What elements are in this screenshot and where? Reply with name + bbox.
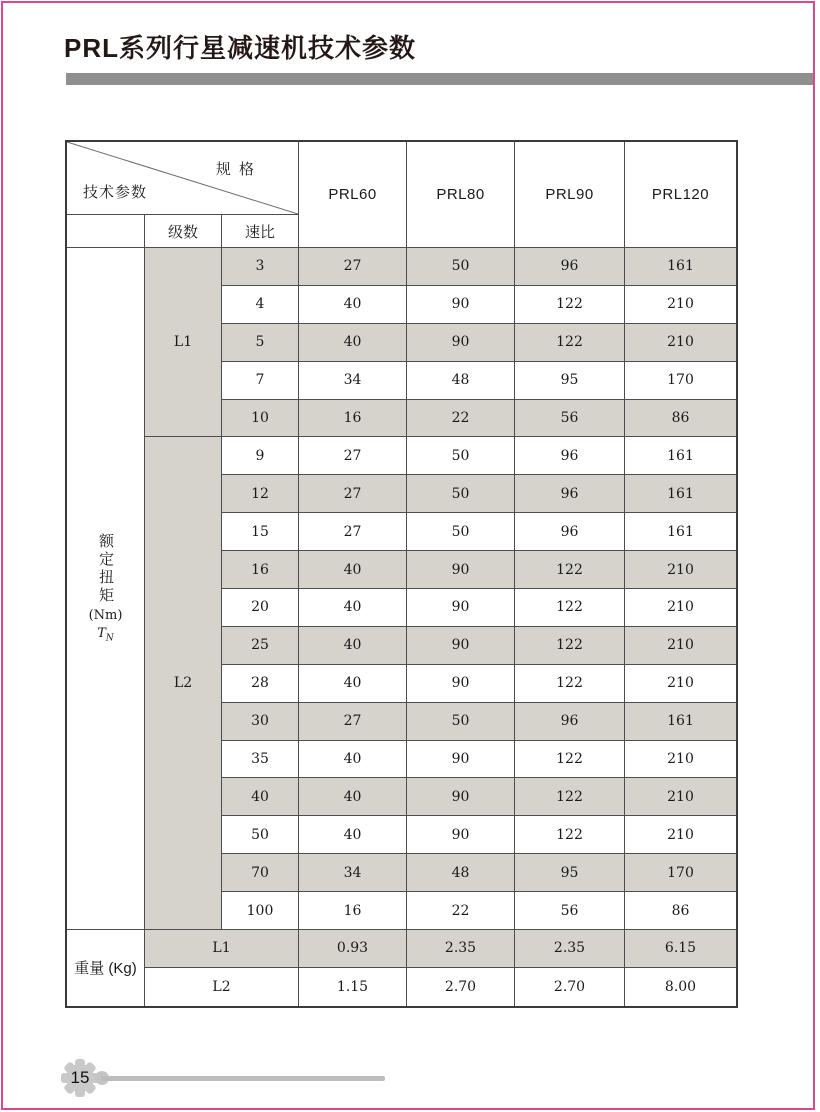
table-corner-cell: [67, 142, 299, 215]
column-header-prl90: PRL90: [515, 142, 625, 248]
rated-torque-symbol: $T_N$: [97, 626, 114, 644]
corner-tech-params-label: 技术参数: [83, 184, 148, 201]
ratio-cell: 15: [222, 513, 299, 551]
torque-value-cell: 210: [625, 324, 736, 362]
ratio-cell: 12: [222, 475, 299, 513]
torque-value-cell: 34: [299, 362, 407, 400]
torque-value-cell: 90: [407, 778, 515, 816]
row-header-rated-torque: [67, 248, 145, 930]
torque-value-cell: 210: [625, 627, 736, 665]
torque-value-cell: 95: [515, 362, 625, 400]
column-header-prl60: PRL60: [299, 142, 407, 248]
torque-value-cell: 16: [299, 892, 407, 930]
torque-value-cell: 161: [625, 475, 736, 513]
torque-value-cell: 122: [515, 778, 625, 816]
column-header-prl80: PRL80: [407, 142, 515, 248]
torque-value-cell: 40: [299, 324, 407, 362]
torque-value-cell: 96: [515, 513, 625, 551]
torque-value-cell: 27: [299, 248, 407, 286]
torque-value-cell: 122: [515, 665, 625, 703]
torque-value-cell: 170: [625, 362, 736, 400]
ratio-cell: 25: [222, 627, 299, 665]
torque-value-cell: 210: [625, 741, 736, 779]
torque-value-cell: 122: [515, 589, 625, 627]
torque-value-cell: 122: [515, 627, 625, 665]
ratio-cell: 30: [222, 703, 299, 741]
torque-value-cell: 50: [407, 703, 515, 741]
subheader-ratio: 速比: [222, 215, 299, 248]
torque-value-cell: 95: [515, 854, 625, 892]
torque-value-cell: 50: [407, 475, 515, 513]
weight-value: 0.93: [299, 930, 407, 968]
weight-value: 2.35: [407, 930, 515, 968]
torque-value-cell: 40: [299, 665, 407, 703]
ratio-cell: 3: [222, 248, 299, 286]
torque-value-cell: 210: [625, 589, 736, 627]
torque-value-cell: 161: [625, 248, 736, 286]
torque-value-cell: 210: [625, 286, 736, 324]
torque-value-cell: 122: [515, 286, 625, 324]
torque-value-cell: 122: [515, 741, 625, 779]
torque-value-cell: 90: [407, 741, 515, 779]
torque-value-cell: 90: [407, 589, 515, 627]
ratio-cell: 7: [222, 362, 299, 400]
torque-value-cell: 48: [407, 362, 515, 400]
ratio-cell: 9: [222, 437, 299, 475]
ratio-cell: 20: [222, 589, 299, 627]
torque-value-cell: 90: [407, 286, 515, 324]
torque-value-cell: 27: [299, 513, 407, 551]
torque-value-cell: 90: [407, 627, 515, 665]
torque-value-cell: 56: [515, 892, 625, 930]
ratio-cell: 10: [222, 400, 299, 438]
ratio-cell: 4: [222, 286, 299, 324]
ratio-cell: 28: [222, 665, 299, 703]
torque-value-cell: 34: [299, 854, 407, 892]
torque-value-cell: 27: [299, 703, 407, 741]
torque-value-cell: 210: [625, 816, 736, 854]
torque-value-cell: 210: [625, 778, 736, 816]
torque-value-cell: 210: [625, 551, 736, 589]
weight-value: 2.70: [515, 968, 625, 1006]
stage-cell-l1: L1: [145, 248, 222, 437]
ratio-cell: 70: [222, 854, 299, 892]
torque-value-cell: 22: [407, 400, 515, 438]
torque-value-cell: 90: [407, 665, 515, 703]
subheader-empty-cell: [67, 215, 145, 248]
torque-value-cell: 122: [515, 816, 625, 854]
weight-row-label: L1: [145, 930, 299, 968]
torque-value-cell: 122: [515, 324, 625, 362]
torque-value-cell: 161: [625, 437, 736, 475]
torque-value-cell: 90: [407, 324, 515, 362]
weight-value: 1.15: [299, 968, 407, 1006]
torque-value-cell: 40: [299, 286, 407, 324]
torque-value-cell: 16: [299, 400, 407, 438]
row-header-weight: 重量 (Kg): [67, 930, 145, 1006]
rated-torque-label: 额定扭矩: [97, 533, 114, 606]
torque-value-cell: 122: [515, 551, 625, 589]
torque-value-cell: 96: [515, 437, 625, 475]
torque-value-cell: 161: [625, 703, 736, 741]
weight-row-label: L2: [145, 968, 299, 1006]
ratio-cell: 5: [222, 324, 299, 362]
torque-value-cell: 210: [625, 665, 736, 703]
ratio-cell: 50: [222, 816, 299, 854]
weight-value: 2.70: [407, 968, 515, 1006]
torque-value-cell: 50: [407, 437, 515, 475]
weight-value: 8.00: [664, 978, 697, 995]
torque-value-cell: 40: [299, 816, 407, 854]
torque-value-cell: 90: [407, 551, 515, 589]
torque-value-cell: 90: [407, 816, 515, 854]
torque-value-cell: 48: [407, 854, 515, 892]
torque-value-cell: 40: [299, 741, 407, 779]
torque-value-cell: 170: [625, 854, 736, 892]
torque-value-cell: 161: [625, 513, 736, 551]
torque-value-cell: 50: [407, 248, 515, 286]
torque-value-cell: 86: [625, 400, 736, 438]
diagonal-divider-line: [67, 142, 298, 214]
torque-value-cell: 96: [515, 248, 625, 286]
torque-value-cell: 40: [299, 551, 407, 589]
torque-value-cell: 86: [625, 892, 736, 930]
torque-value-cell: 40: [299, 589, 407, 627]
torque-value-cell: 40: [299, 778, 407, 816]
page-number: 15: [70, 1068, 90, 1087]
ratio-cell: 100: [222, 892, 299, 930]
torque-value-cell: 56: [515, 400, 625, 438]
stage-cell-l2: L2: [145, 437, 222, 930]
torque-value-cell: 40: [299, 627, 407, 665]
technical-parameters-table: [65, 140, 738, 1008]
torque-value-cell: 22: [407, 892, 515, 930]
torque-value-cell: 27: [299, 475, 407, 513]
ratio-cell: 16: [222, 551, 299, 589]
torque-value-cell: 96: [515, 475, 625, 513]
title-underline-bar: [66, 73, 813, 85]
ratio-cell: 35: [222, 741, 299, 779]
torque-value-cell: 27: [299, 437, 407, 475]
page-title: PRL系列行星减速机技术参数: [64, 33, 417, 63]
subheader-stage: 级数: [145, 215, 222, 248]
torque-value-cell: 50: [407, 513, 515, 551]
weight-value: 6.15: [625, 930, 736, 968]
weight-value: 2.35: [515, 930, 625, 968]
footer-decorative-line: [101, 1076, 385, 1081]
column-header-prl120: PRL120: [625, 142, 736, 248]
rated-torque-unit: (Nm): [88, 608, 123, 624]
torque-value-cell: 96: [515, 703, 625, 741]
corner-spec-label: 规 格: [215, 161, 256, 178]
ratio-cell: 40: [222, 778, 299, 816]
